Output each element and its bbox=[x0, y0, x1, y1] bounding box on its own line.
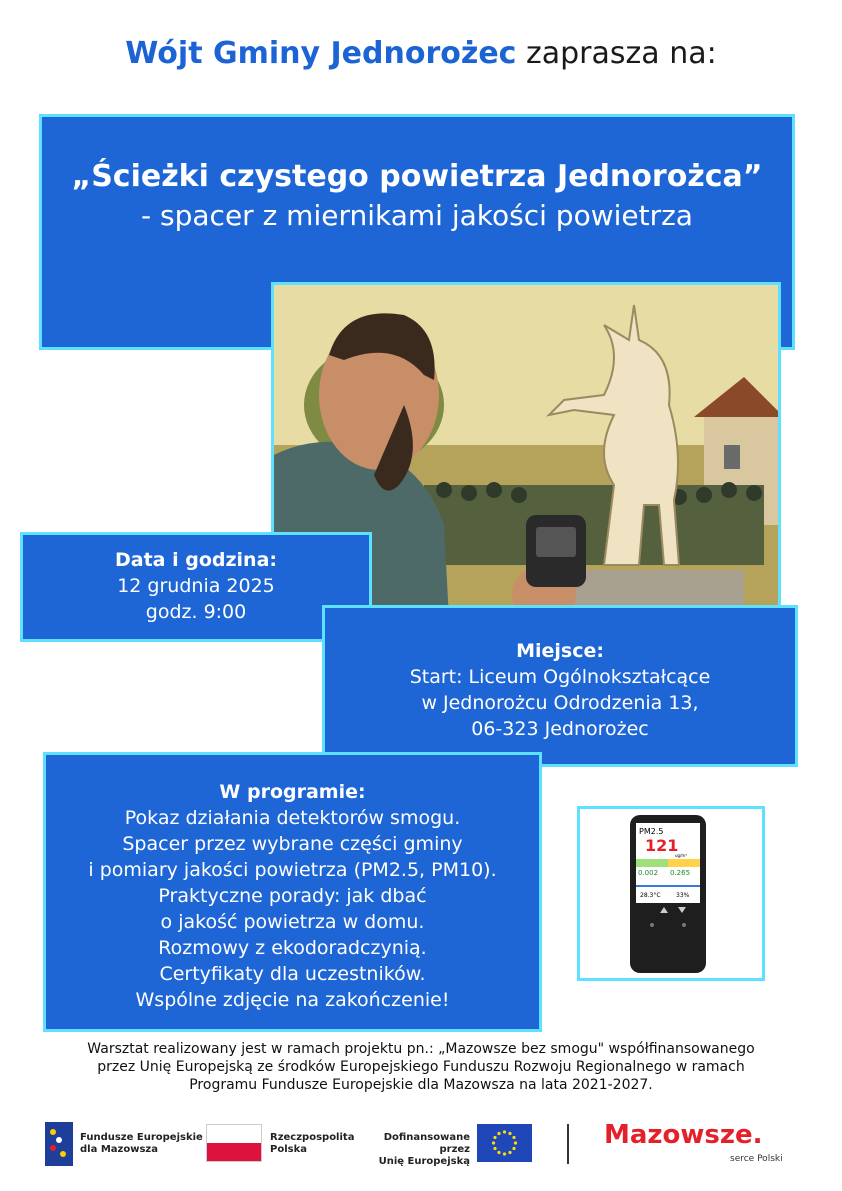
polish-flag-icon bbox=[206, 1124, 262, 1162]
device-value-1: 0.002 bbox=[638, 869, 659, 877]
program-box bbox=[43, 752, 542, 1032]
date-label: Data i godzina: bbox=[114, 549, 277, 571]
invite-text: zaprasza na: bbox=[526, 36, 717, 71]
device-humidity: 33% bbox=[676, 892, 690, 899]
device-value-2: 0.265 bbox=[670, 869, 691, 877]
project-funding-note bbox=[40, 1040, 802, 1094]
footer-line-2: przez Unię Europejską ze środków Europejskiego Funduszu Rozwoju Regionalnego w ramach bbox=[97, 1059, 745, 1075]
time-value: godz. 9:00 bbox=[145, 601, 247, 623]
air-quality-meter-image bbox=[577, 806, 765, 981]
program-item: Spacer przez wybrane części gminy bbox=[122, 833, 463, 855]
program-item: i pomiary jakości powietrza (PM2.5, PM10). bbox=[88, 859, 497, 881]
device-reading: 121 bbox=[645, 836, 679, 855]
place-label: Miejsce: bbox=[516, 640, 604, 662]
device-temp: 28.3°C bbox=[640, 892, 661, 899]
program-item: Praktyczne porady: jak dbać bbox=[158, 885, 427, 907]
footer-line-1: Warsztat realizowany jest w ramach projektu pn.: „Mazowsze bez smogu" współfinansowanego bbox=[87, 1041, 755, 1057]
program-item: Certyfikaty dla uczestników. bbox=[159, 963, 426, 985]
program-item: Rozmowy z ekodoradczynią. bbox=[158, 937, 427, 959]
program-item: Wspólne zdjęcie na zakończenie! bbox=[135, 989, 450, 1011]
logo-divider bbox=[567, 1124, 569, 1164]
date-box bbox=[20, 532, 372, 642]
event-title: „Ścieżki czystego powietrza Jednorożca” bbox=[71, 159, 763, 194]
fe-line-2: dla Mazowsza bbox=[80, 1144, 158, 1155]
program-label: W programie: bbox=[219, 781, 366, 803]
organizer: Wójt Gminy Jednorożec bbox=[125, 36, 517, 71]
event-subtitle: - spacer z miernikami jakości powietrza bbox=[141, 199, 693, 232]
mazowsze-tagline: serce Polski bbox=[730, 1154, 783, 1164]
fe-line-1: Fundusze Europejskie bbox=[80, 1132, 203, 1143]
logos-bar bbox=[0, 1118, 842, 1178]
place-box bbox=[322, 605, 798, 767]
program-item: Pokaz działania detektorów smogu. bbox=[124, 807, 461, 829]
rp-line-1: Rzeczpospolita bbox=[270, 1132, 355, 1143]
place-line-2: w Jednorożcu Odrodzenia 13, bbox=[421, 692, 699, 714]
eu-logo-text bbox=[360, 1132, 470, 1168]
place-line-3: 06-323 Jednorożec bbox=[471, 718, 649, 740]
air-meter-icon bbox=[580, 809, 762, 978]
rp-logo-text bbox=[270, 1132, 354, 1156]
mazowsze-logo: Mazowsze. bbox=[604, 1120, 763, 1150]
eu-flag-icon bbox=[477, 1124, 532, 1162]
footer-line-3: Programu Fundusze Europejskie dla Mazowsza na lata 2021-2027. bbox=[189, 1077, 653, 1093]
eu-line-2: Unię Europejską bbox=[378, 1156, 470, 1167]
date-value: 12 grudnia 2025 bbox=[117, 575, 275, 597]
fe-logo-text bbox=[80, 1132, 203, 1156]
device-unit: ug/m³ bbox=[675, 853, 687, 858]
header bbox=[0, 36, 842, 71]
fundusze-europejskie-logo-icon bbox=[45, 1122, 73, 1166]
device-label: PM2.5 bbox=[639, 827, 664, 836]
program-item: o jakość powietrza w domu. bbox=[160, 911, 425, 933]
rp-line-2: Polska bbox=[270, 1144, 307, 1155]
eu-line-1: Dofinansowane przez bbox=[383, 1132, 470, 1155]
place-line-1: Start: Liceum Ogólnokształcące bbox=[409, 666, 711, 688]
